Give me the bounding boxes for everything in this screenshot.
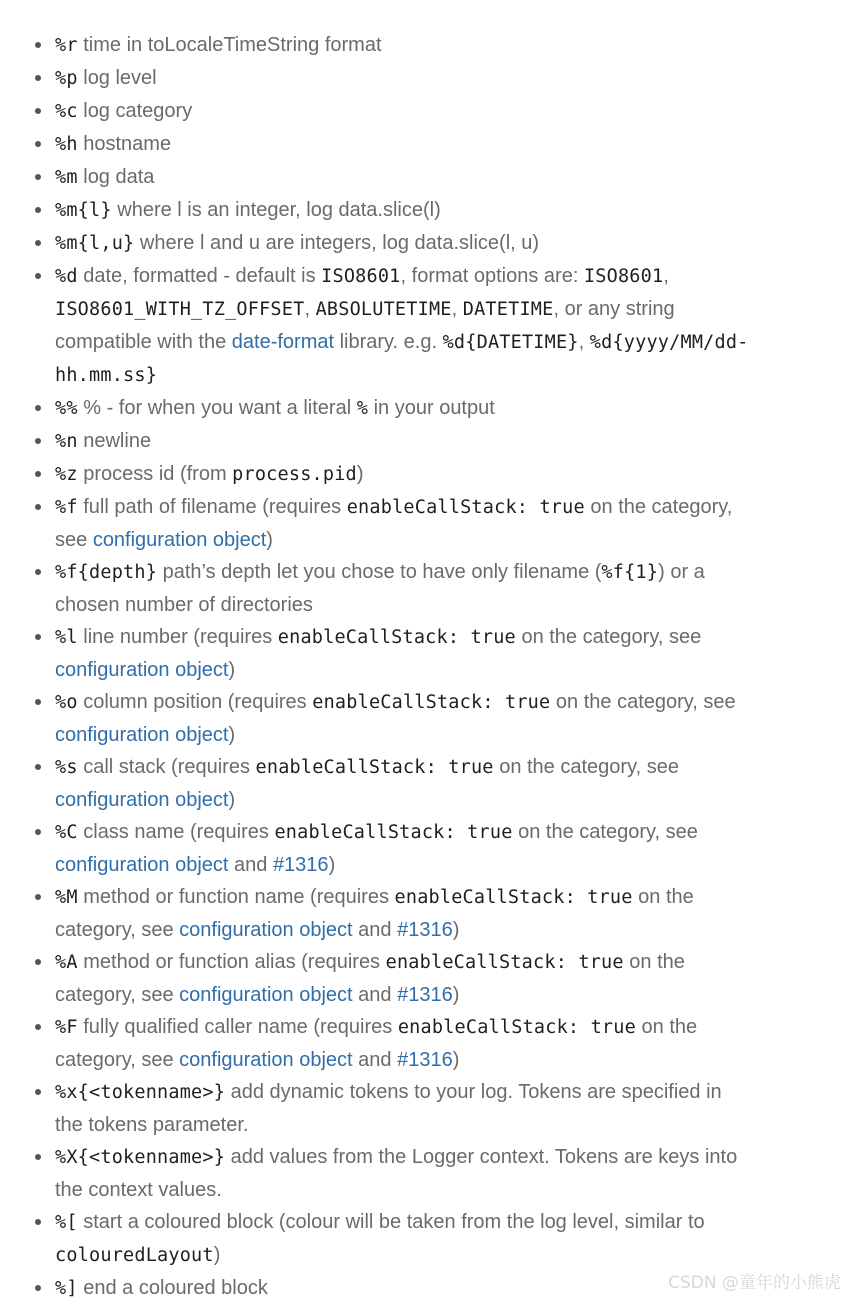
description-text: , <box>451 298 463 320</box>
doc-link[interactable]: configuration object <box>179 1049 353 1071</box>
description-text: newline <box>77 430 152 452</box>
description-text: start a coloured block (colour will be taken from the log level, similar to <box>77 1211 705 1233</box>
description-text: % - for when you want a literal <box>77 397 357 419</box>
bullet-icon <box>35 240 41 246</box>
bullet-icon <box>35 699 41 705</box>
description-text: end a coloured block <box>77 1277 268 1299</box>
code-token: %n <box>55 431 78 452</box>
code-token: %% <box>55 398 78 419</box>
list-item <box>55 128 755 161</box>
description-text: in your output <box>368 397 495 419</box>
document <box>0 29 849 1305</box>
bullet-icon <box>35 207 41 213</box>
bullet-icon <box>35 273 41 279</box>
code-token: %o <box>55 692 78 713</box>
code-token: %r <box>55 35 78 56</box>
description-text: log data <box>77 166 155 188</box>
description-text: where l and u are integers, log data.slice(l, u) <box>134 232 540 254</box>
list-item <box>55 29 755 62</box>
list-item <box>55 62 755 95</box>
description-text: , format options are: <box>400 265 584 287</box>
list-item <box>55 161 755 194</box>
doc-link[interactable]: configuration object <box>55 789 229 811</box>
description-text: full path of filename (requires <box>77 496 347 518</box>
code-token: % <box>356 398 369 419</box>
list-item <box>55 392 755 425</box>
description-text: log category <box>77 100 193 122</box>
code-token: ISO8601_WITH_TZ_OFFSET <box>55 299 305 320</box>
list-item <box>55 227 755 260</box>
doc-link[interactable]: configuration object <box>92 529 267 551</box>
description-text: ) <box>228 724 236 746</box>
code-token: %m <box>55 167 78 188</box>
bullet-icon <box>35 1219 41 1225</box>
description-text: on the category, see <box>55 1016 698 1071</box>
code-token: colouredLayout <box>55 1245 214 1266</box>
list-item <box>55 1011 755 1076</box>
doc-link[interactable]: #1316 <box>272 854 329 876</box>
code-token: %f{1} <box>601 562 659 583</box>
description-text: ) <box>452 984 460 1006</box>
description-text: , or any string compatible with the <box>55 298 675 353</box>
code-token: %d{DATETIME} <box>442 332 579 353</box>
description-text: on the category, see <box>512 821 698 843</box>
code-token: DATETIME <box>462 299 554 320</box>
bullet-icon <box>35 1089 41 1095</box>
description-text: , <box>578 331 590 353</box>
description-text: ) <box>452 919 460 941</box>
description-text: on the category, see <box>55 886 694 941</box>
description-text: ) <box>228 789 236 811</box>
doc-link[interactable]: date-format <box>231 331 335 353</box>
bullet-icon <box>35 829 41 835</box>
list-item <box>55 556 755 621</box>
code-token: %l <box>55 627 78 648</box>
list-item <box>55 491 755 556</box>
description-text: time in toLocaleTimeString format <box>77 34 382 56</box>
description-text: library. e.g. <box>334 331 443 353</box>
bullet-icon <box>35 894 41 900</box>
code-token: %F <box>55 1017 78 1038</box>
doc-link[interactable]: configuration object <box>179 919 353 941</box>
code-token: %f <box>55 497 78 518</box>
description-text: and <box>352 1049 398 1071</box>
list-item <box>55 1206 755 1272</box>
code-token: enableCallStack: true <box>312 692 551 713</box>
list-item <box>55 686 755 751</box>
code-token: %X{<tokenname>} <box>55 1147 226 1168</box>
description-text: add dynamic tokens to your log. Tokens are specified in the tokens parameter. <box>55 1081 722 1136</box>
list-item <box>55 1076 755 1141</box>
list-item <box>55 621 755 686</box>
code-token: %[ <box>55 1212 78 1233</box>
description-text: ) <box>228 659 236 681</box>
list-item <box>55 946 755 1011</box>
description-text: class name (requires <box>77 821 275 843</box>
description-text: ) <box>266 529 273 551</box>
code-token: %z <box>55 464 78 485</box>
bullet-icon <box>35 75 41 81</box>
doc-link[interactable]: configuration object <box>55 854 229 876</box>
code-token: %m{l} <box>55 200 112 221</box>
code-token: %d{yyyy/MM/dd-hh.mm.ss} <box>55 332 749 386</box>
description-text: ) <box>213 1244 221 1266</box>
description-text: , <box>304 298 316 320</box>
watermark: CSDN @童年的小熊虎 <box>668 1273 841 1293</box>
description-text: ) <box>356 463 364 485</box>
bullet-icon <box>35 1154 41 1160</box>
code-token: enableCallStack: true <box>385 952 624 973</box>
description-text: and <box>352 919 398 941</box>
bullet-icon <box>35 405 41 411</box>
code-token: enableCallStack: true <box>394 887 633 908</box>
code-token: %h <box>55 134 78 155</box>
bullet-icon <box>35 141 41 147</box>
description-text: , <box>663 265 669 287</box>
code-token: %M <box>55 887 78 908</box>
description-text: and <box>352 984 398 1006</box>
code-token: %] <box>55 1278 78 1299</box>
code-token: enableCallStack: true <box>346 497 585 518</box>
list-item <box>55 751 755 816</box>
doc-link[interactable]: configuration object <box>55 724 229 746</box>
description-text: log level <box>77 67 157 89</box>
code-token: %s <box>55 757 78 778</box>
code-token: process.pid <box>232 464 357 485</box>
list-item <box>55 458 755 491</box>
list-item <box>55 1141 755 1206</box>
code-token: %m{l,u} <box>55 233 135 254</box>
doc-link[interactable]: #1316 <box>397 1049 453 1071</box>
description-text: on the category, see <box>55 496 733 551</box>
bullet-icon <box>35 634 41 640</box>
code-token: ABSOLUTETIME <box>315 299 452 320</box>
list-item <box>55 1272 755 1305</box>
doc-link[interactable]: #1316 <box>397 984 453 1006</box>
description-text: on the category, see <box>515 626 702 648</box>
code-token: %f{depth} <box>55 562 158 583</box>
description-text: on the category, see <box>55 951 685 1006</box>
bullet-icon <box>35 42 41 48</box>
list-item <box>55 881 755 946</box>
description-text: method or function alias (requires <box>77 951 386 973</box>
description-text: ) or a chosen number of directories <box>55 561 705 616</box>
code-token: enableCallStack: true <box>274 822 513 843</box>
code-token: %p <box>55 68 78 89</box>
description-text: on the category, see <box>493 756 679 778</box>
code-token: enableCallStack: true <box>277 627 516 648</box>
code-token: ISO8601 <box>583 266 664 287</box>
list-item <box>55 194 755 227</box>
code-token: %C <box>55 822 78 843</box>
list-item <box>55 816 755 881</box>
doc-link[interactable]: configuration object <box>179 984 353 1006</box>
bullet-icon <box>35 959 41 965</box>
bullet-icon <box>35 764 41 770</box>
description-text: fully qualified caller name (requires <box>77 1016 398 1038</box>
bullet-icon <box>35 108 41 114</box>
description-text: date, formatted - default is <box>77 265 322 287</box>
description-text: line number (requires <box>77 626 278 648</box>
code-token: %d <box>55 266 78 287</box>
description-text: call stack (requires <box>77 756 256 778</box>
code-token: %x{<tokenname>} <box>55 1082 226 1103</box>
code-token: enableCallStack: true <box>397 1017 636 1038</box>
doc-link[interactable]: #1316 <box>397 919 453 941</box>
description-text: add values from the Logger context. Tokens are keys into the context values. <box>55 1146 738 1201</box>
bullet-icon <box>35 569 41 575</box>
bullet-icon <box>35 504 41 510</box>
description-text: method or function name (requires <box>77 886 395 908</box>
code-token: ISO8601 <box>321 266 401 287</box>
description-text: process id (from <box>77 463 233 485</box>
list-item <box>55 425 755 458</box>
description-text: path’s depth let you chose to have only filename ( <box>157 561 602 583</box>
description-text: where l is an integer, log data.slice(l) <box>111 199 441 221</box>
description-text: and <box>228 854 273 876</box>
code-token: enableCallStack: true <box>255 757 494 778</box>
description-text: ) <box>328 854 336 876</box>
code-token: %c <box>55 101 78 122</box>
bullet-icon <box>35 471 41 477</box>
description-text: on the category, see <box>550 691 736 713</box>
bullet-icon <box>35 438 41 444</box>
code-token: %A <box>55 952 78 973</box>
format-specifier-list <box>0 29 755 1305</box>
list-item <box>55 95 755 128</box>
description-text: ) <box>452 1049 460 1071</box>
bullet-icon <box>35 1024 41 1030</box>
description-text: hostname <box>77 133 172 155</box>
list-item <box>55 260 755 392</box>
description-text: column position (requires <box>77 691 313 713</box>
doc-link[interactable]: configuration object <box>55 659 229 681</box>
bullet-icon <box>35 174 41 180</box>
bullet-icon <box>35 1285 41 1291</box>
